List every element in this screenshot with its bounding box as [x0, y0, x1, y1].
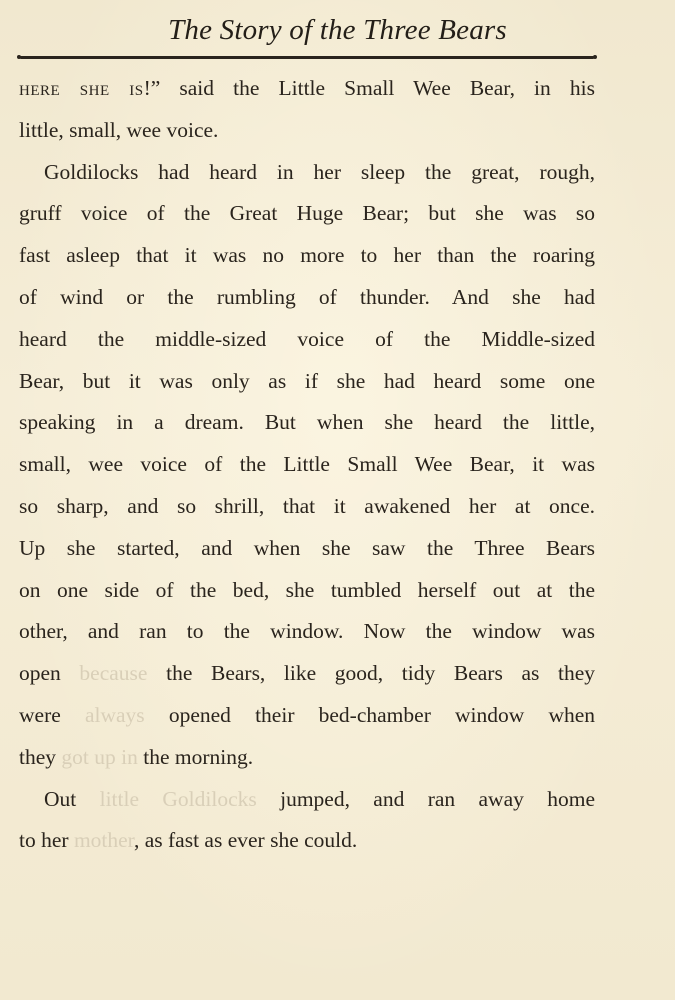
text-line: of wind or the rumbling of thunder. And she had — [19, 284, 595, 309]
text-line: speaking in a dream. But when she heard the little, — [19, 410, 595, 435]
faded-text: got up in — [61, 744, 138, 769]
running-head: The Story of the Three Bears — [168, 14, 507, 46]
text-line: other, and ran to the window. Now the window was — [19, 619, 595, 644]
text-line: Out little Goldilocks jumped, and ran away home — [44, 786, 595, 811]
faded-text: mother — [73, 828, 134, 853]
text-line: open because the Bears, like good, tidy Bears as they — [19, 661, 595, 686]
faded-text: because — [79, 661, 148, 686]
text-line: Up she started, and when she saw the Three Bears — [19, 535, 595, 560]
text-line: heard the middle-sized voice of the Middle-sized — [19, 326, 595, 351]
text-line: Bear, but it was only as if she had heard some one — [19, 368, 595, 393]
text-line: fast asleep that it was no more to her than the roaring — [19, 243, 595, 268]
header-rule — [20, 56, 594, 59]
faded-text: always — [84, 702, 145, 727]
text-line: Goldilocks had heard in her sleep the great, rough, — [44, 159, 595, 184]
text-line: small, wee voice of the Little Small Wee Bear, it was — [19, 452, 595, 477]
text-line: to her mother, as fast as ever she could. — [19, 828, 358, 853]
text-line: gruff voice of the Great Huge Bear; but she was so — [19, 201, 595, 226]
text-line: little, small, wee voice. — [19, 117, 219, 142]
text-line: were always opened their bed-chamber window when — [19, 702, 596, 727]
small-caps-lead: here she is — [19, 76, 144, 100]
faded-text: little Goldilocks — [99, 786, 257, 811]
text-line: here she is!” said the Little Small Wee Bear, in his — [19, 76, 595, 100]
body-text — [19, 68, 595, 862]
text-line: they got up in the morning. — [19, 744, 254, 769]
text-line: on one side of the bed, she tumbled herself out at the — [19, 577, 595, 602]
text-line: so sharp, and so shrill, that it awakened her at once. — [19, 493, 595, 518]
